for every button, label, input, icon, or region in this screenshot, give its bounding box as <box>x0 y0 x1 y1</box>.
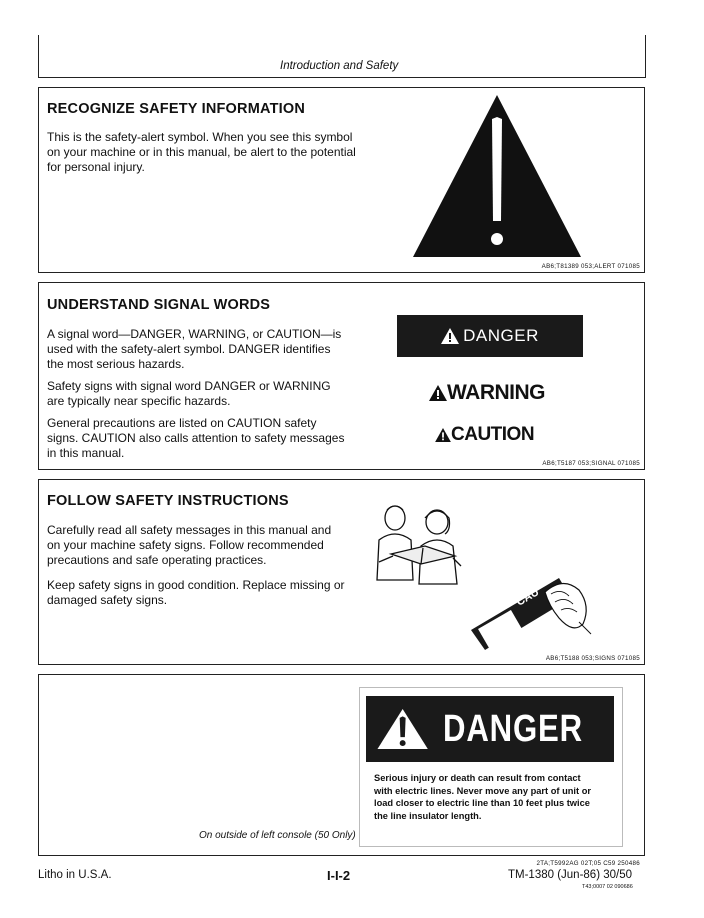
section-title: RECOGNIZE SAFETY INFORMATION <box>47 101 306 117</box>
safety-alert-icon <box>409 91 585 259</box>
people-reading-manual-illustration <box>365 500 475 592</box>
footer-code: T43;0007 02 090686 <box>582 884 633 890</box>
section-title: UNDERSTAND SIGNAL WORDS <box>47 297 271 313</box>
paragraph: Safety signs with signal word DANGER or WARNING are typically near specific hazards. <box>47 379 331 408</box>
paragraph: Keep safety signs in good condition. Replace missing or damaged safety signs. <box>47 578 345 607</box>
footer-manual-id: TM-1380 (Jun-86) 30/50 <box>508 869 633 881</box>
safety-alert-icon <box>429 385 447 401</box>
paragraph: A signal word—DANGER, WARNING, or CAUTION—is used with the safety-alert symbol. DANGER identifies the most serious hazards. <box>47 327 342 371</box>
section-follow-instructions <box>38 479 645 665</box>
caution-label: CAUTION <box>451 424 535 445</box>
paragraph: Carefully read all safety messages in this manual and on your machine safety signs. Follow recommended precautions and safe operating practices. <box>47 523 332 567</box>
figure-reference: 2TA;T5992AG 02T;05 C59 250486 <box>536 860 640 867</box>
warning-sign <box>429 381 545 405</box>
page-header-title: Introduction and Safety <box>280 60 399 72</box>
safety-alert-icon <box>441 328 459 344</box>
section-body <box>47 130 367 182</box>
section-recognize-safety <box>38 87 645 273</box>
footer-litho: Litho in U.S.A. <box>38 869 112 881</box>
safety-decal-hand-illustration <box>467 572 595 656</box>
section-body <box>47 327 347 468</box>
header-bottom-rule <box>38 77 646 78</box>
decal-message: Serious injury or death can result from contact with electric lines. Never move any part of unit or load closer to electric line than 10 feet plus twice the line insulator length. <box>374 773 591 821</box>
paragraph: This is the safety-alert symbol. When you see this symbol on your machine or in this manual, be alert to the potential for personal injury. <box>47 130 356 174</box>
figure-reference: AB6;T5187 053;SIGNAL 071085 <box>542 460 640 467</box>
header-right-rule <box>645 35 646 78</box>
danger-decal <box>359 687 623 847</box>
decal-header <box>366 696 614 762</box>
section-body <box>47 523 347 615</box>
header-left-rule <box>38 35 39 78</box>
decal-location-caption: On outside of left console (50 Only) <box>199 830 356 841</box>
figure-reference: AB6;T81389 053;ALERT 071085 <box>541 263 640 270</box>
paragraph: General precautions are listed on CAUTION safety signs. CAUTION also calls attention to safety messages in this manual. <box>47 416 345 460</box>
section-title: FOLLOW SAFETY INSTRUCTIONS <box>47 493 289 509</box>
decal-caution-text: CAU <box>514 586 542 609</box>
safety-alert-icon <box>435 428 451 442</box>
decal-heading: DANGER <box>443 707 584 750</box>
caution-sign <box>435 424 534 446</box>
danger-sign <box>397 315 583 357</box>
danger-label: DANGER <box>463 326 539 345</box>
figure-reference: AB6;T5188 053;SIGNS 071085 <box>545 655 640 662</box>
section-danger-decal <box>38 674 645 867</box>
section-signal-words <box>38 282 645 470</box>
safety-alert-icon <box>376 700 429 758</box>
warning-label: WARNING <box>447 381 545 404</box>
footer-page-number: I-I-2 <box>327 868 351 883</box>
